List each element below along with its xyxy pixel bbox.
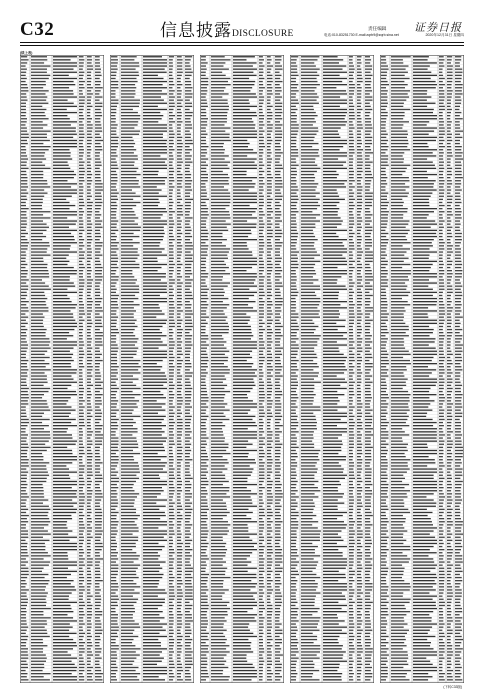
table-column-2 [110,50,194,684]
table-columns [20,50,464,684]
continued-note: (下转C33版) [443,685,462,689]
table-column-texture [290,55,374,683]
section-title-cn: 信息披露 [160,21,232,41]
masthead-right [324,20,464,42]
table-column-texture [200,55,284,683]
table-column-5 [380,50,464,684]
table-column-texture [110,55,194,683]
table-heading: (续上表) [20,51,33,55]
table-column-texture [380,55,464,683]
table-column-texture [20,55,104,683]
table-column-4 [290,50,374,684]
header-rule-thin [20,45,464,46]
table-column-1 [20,50,104,684]
page-number: C32 [20,19,55,40]
date-line: 2020年12月31日 星期四 [425,33,464,37]
table-column-3 [200,50,284,684]
section-title-en: DISCLOSURE [232,29,294,39]
newspaper-logo: 证券日报 [414,21,462,34]
contact-line: 电话:010-83251730 E-mail:zqrb9@zqrb.sina.net [324,33,399,37]
header-rule-thick [20,42,464,43]
masthead [20,20,464,42]
section-title [160,21,294,44]
editor-line: 责任编辑 [368,26,387,31]
